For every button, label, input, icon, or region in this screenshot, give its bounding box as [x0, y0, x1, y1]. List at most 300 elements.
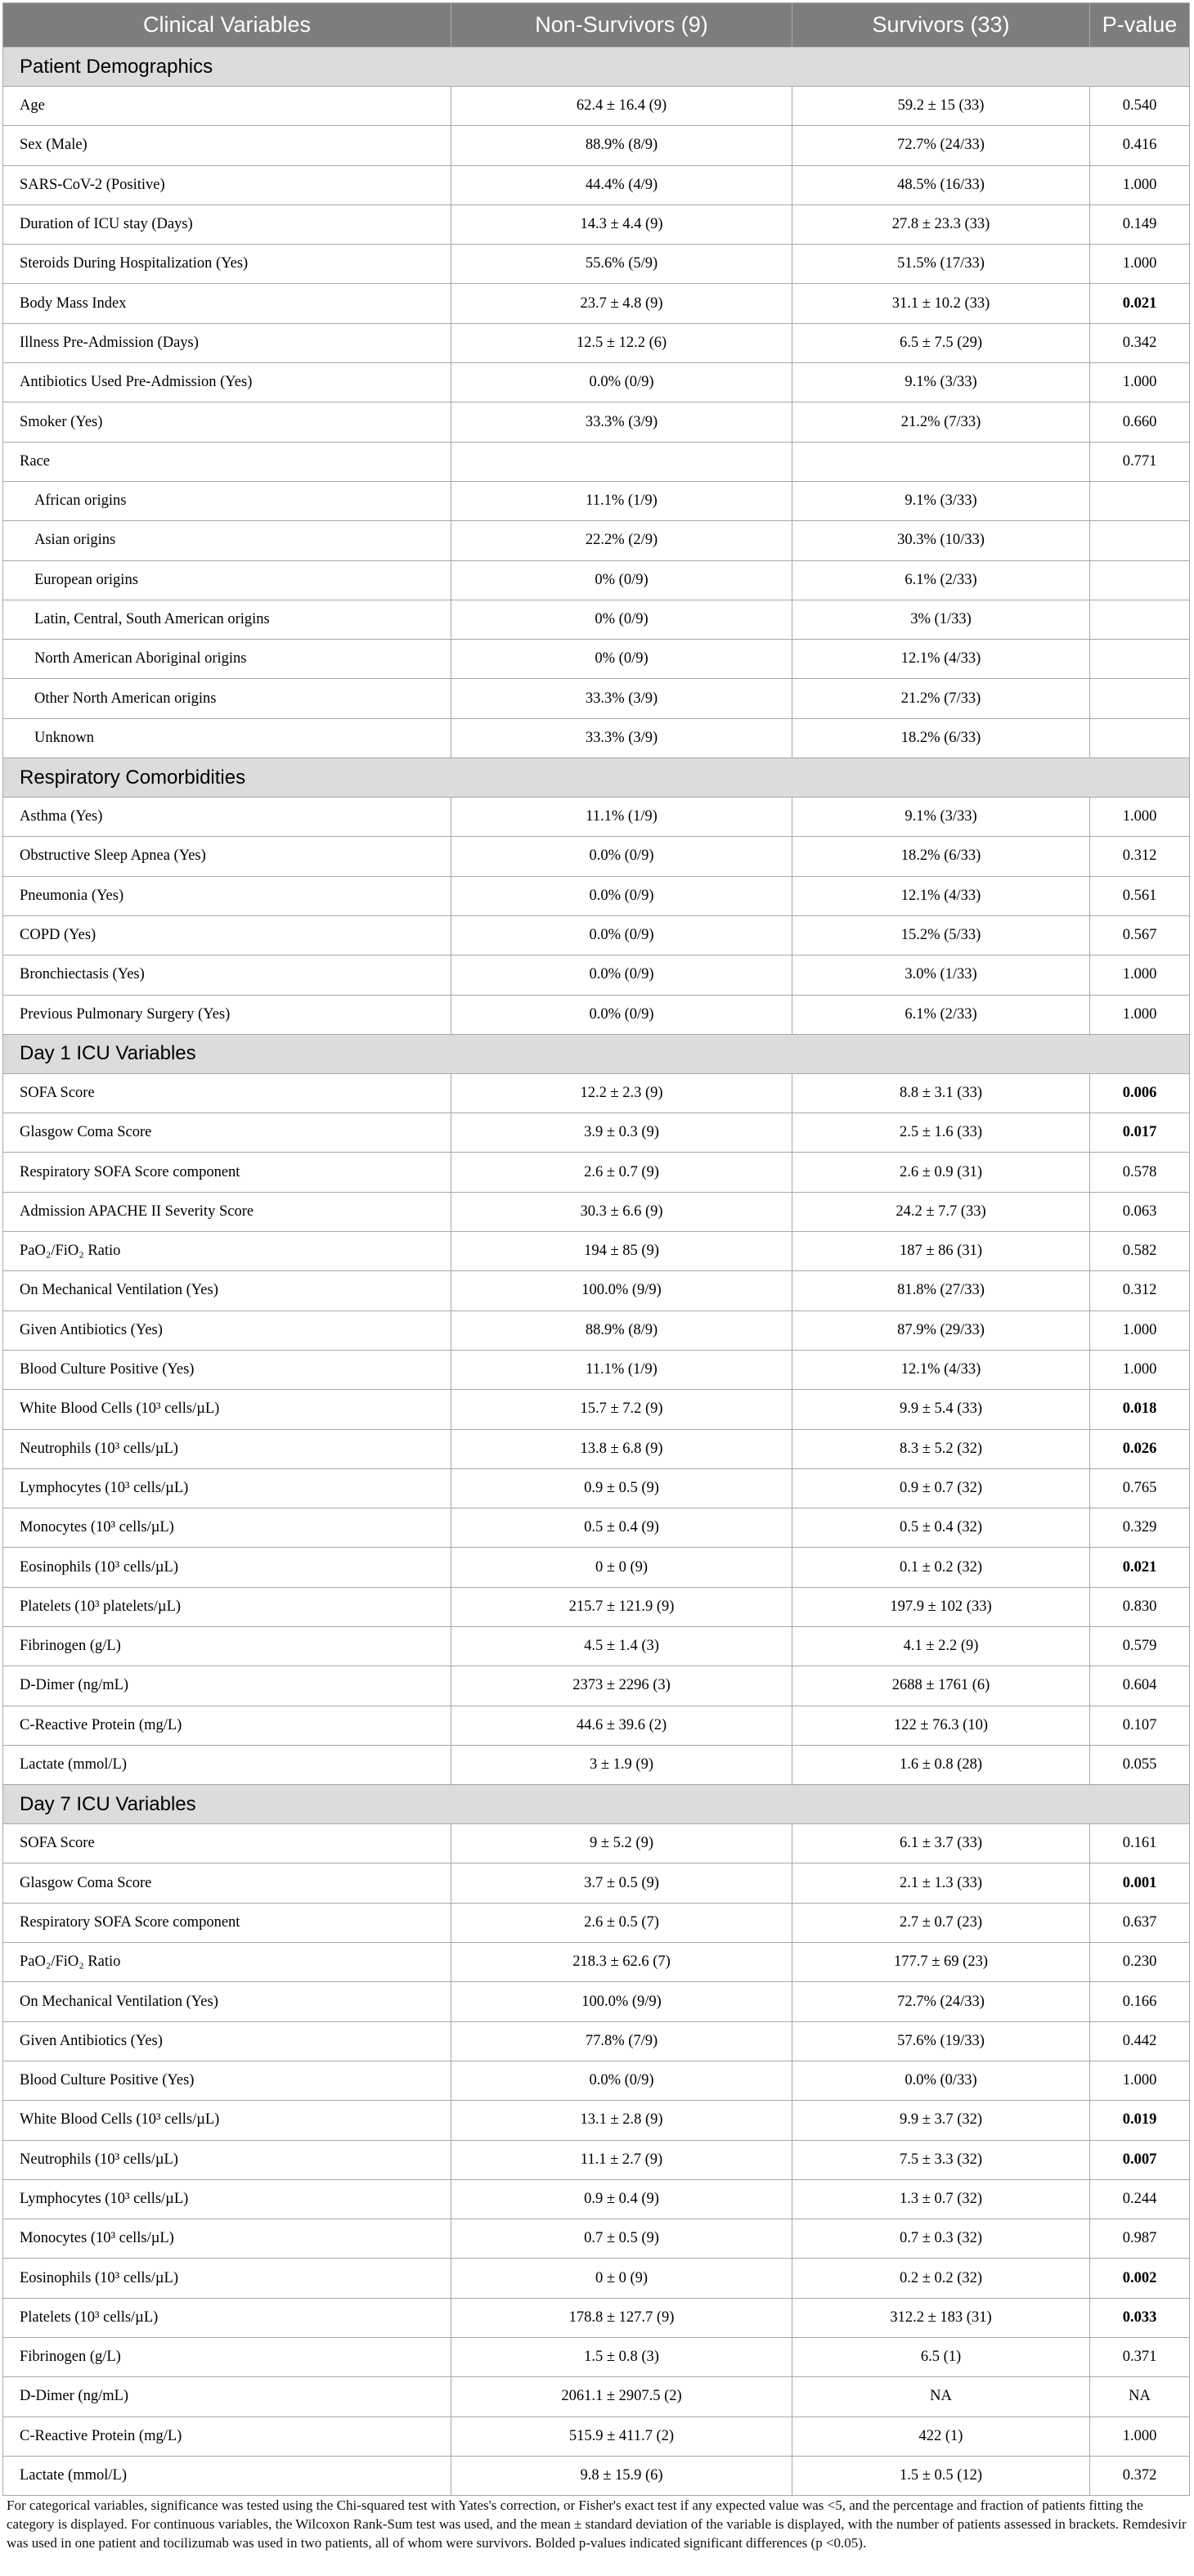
non-survivors-cell: 2373 ± 2296 (3): [451, 1666, 792, 1706]
variable-label-cell: SOFA Score: [3, 1073, 451, 1113]
p-value-cell: 0.567: [1090, 915, 1190, 955]
table-row: [3, 1706, 1190, 1745]
section-title: Respiratory Comorbidities: [3, 758, 1190, 798]
table-row: [3, 1943, 1190, 1982]
table-row: [3, 837, 1190, 876]
table-row: [3, 1666, 1190, 1706]
variable-label-cell: White Blood Cells (10³ cells/µL): [3, 2101, 451, 2140]
header-non-survivors: Non-Survivors (9): [451, 3, 792, 47]
survivors-cell: 18.2% (6/33): [792, 837, 1090, 876]
variable-label-cell: On Mechanical Ventilation (Yes): [3, 1271, 451, 1310]
non-survivors-cell: 55.6% (5/9): [451, 245, 792, 284]
p-value-cell: [1090, 560, 1190, 600]
p-value-cell: 1.000: [1090, 1310, 1190, 1350]
p-value-cell: 0.107: [1090, 1706, 1190, 1745]
non-survivors-cell: 2061.1 ± 2907.5 (2): [451, 2377, 792, 2416]
non-survivors-cell: 12.2 ± 2.3 (9): [451, 1073, 792, 1113]
variable-label-cell: Other North American origins: [3, 679, 451, 718]
survivors-cell: 59.2 ± 15 (33): [792, 87, 1090, 126]
variable-label-cell: Fibrinogen (g/L): [3, 1626, 451, 1666]
p-value-cell: 0.637: [1090, 1903, 1190, 1942]
p-value-cell: 0.442: [1090, 2021, 1190, 2061]
variable-label-cell: D-Dimer (ng/mL): [3, 2377, 451, 2416]
non-survivors-cell: 62.4 ± 16.4 (9): [451, 87, 792, 126]
survivors-cell: 0.7 ± 0.3 (32): [792, 2219, 1090, 2259]
non-survivors-cell: 33.3% (3/9): [451, 402, 792, 442]
survivors-cell: 3.0% (1/33): [792, 955, 1090, 995]
table-row: [3, 679, 1190, 718]
p-value-cell: 1.000: [1090, 2416, 1190, 2456]
table-row: [3, 560, 1190, 600]
non-survivors-cell: 100.0% (9/9): [451, 1271, 792, 1310]
header-p-value: P-value: [1090, 3, 1190, 47]
variable-label-cell: SOFA Score: [3, 1824, 451, 1863]
table-row: [3, 2140, 1190, 2179]
table-row: [3, 1508, 1190, 1548]
variable-label-cell: Asian origins: [3, 521, 451, 560]
survivors-cell: 3% (1/33): [792, 600, 1090, 639]
variable-label-cell: White Blood Cells (10³ cells/µL): [3, 1390, 451, 1429]
survivors-cell: 9.1% (3/33): [792, 363, 1090, 402]
p-value-cell: 0.055: [1090, 1745, 1190, 1784]
table-row: [3, 442, 1190, 481]
table-row: [3, 1113, 1190, 1153]
non-survivors-cell: 0.0% (0/9): [451, 837, 792, 876]
survivors-cell: 0.5 ± 0.4 (32): [792, 1508, 1090, 1548]
survivors-cell: 48.5% (16/33): [792, 165, 1090, 205]
p-value-cell: 0.149: [1090, 205, 1190, 244]
non-survivors-cell: 11.1% (1/9): [451, 1350, 792, 1389]
non-survivors-cell: 30.3 ± 6.6 (9): [451, 1192, 792, 1231]
variable-label-cell: On Mechanical Ventilation (Yes): [3, 1982, 451, 2021]
p-value-cell: 0.021: [1090, 284, 1190, 323]
section-header-row: [3, 1034, 1190, 1073]
variable-label-cell: Age: [3, 87, 451, 126]
p-value-cell: 1.000: [1090, 165, 1190, 205]
variable-label-cell: SARS-CoV-2 (Positive): [3, 165, 451, 205]
variable-label-cell: Latin, Central, South American origins: [3, 600, 451, 639]
non-survivors-cell: 11.1% (1/9): [451, 798, 792, 837]
table-row: [3, 2259, 1190, 2298]
survivors-cell: 9.9 ± 3.7 (32): [792, 2101, 1090, 2140]
table-row: [3, 2456, 1190, 2495]
survivors-cell: 9.1% (3/33): [792, 798, 1090, 837]
survivors-cell: 15.2% (5/33): [792, 915, 1090, 955]
survivors-cell: 1.3 ± 0.7 (32): [792, 2179, 1090, 2219]
non-survivors-cell: 3 ± 1.9 (9): [451, 1745, 792, 1784]
p-value-cell: 0.830: [1090, 1587, 1190, 1626]
survivors-cell: 81.8% (27/33): [792, 1271, 1090, 1310]
survivors-cell: 30.3% (10/33): [792, 521, 1090, 560]
non-survivors-cell: 0.5 ± 0.4 (9): [451, 1508, 792, 1548]
non-survivors-cell: 0 ± 0 (9): [451, 1548, 792, 1587]
variable-label-cell: Body Mass Index: [3, 284, 451, 323]
p-value-cell: 0.007: [1090, 2140, 1190, 2179]
non-survivors-cell: 515.9 ± 411.7 (2): [451, 2416, 792, 2456]
non-survivors-cell: 0.0% (0/9): [451, 363, 792, 402]
p-value-cell: 0.001: [1090, 1863, 1190, 1903]
variable-label-cell: Previous Pulmonary Surgery (Yes): [3, 995, 451, 1034]
variable-label-cell: Duration of ICU stay (Days): [3, 205, 451, 244]
variable-label-cell: Given Antibiotics (Yes): [3, 1310, 451, 1350]
non-survivors-cell: [451, 442, 792, 481]
p-value-cell: 0.765: [1090, 1468, 1190, 1508]
p-value-cell: 1.000: [1090, 955, 1190, 995]
p-value-cell: 0.312: [1090, 1271, 1190, 1310]
non-survivors-cell: 88.9% (8/9): [451, 1310, 792, 1350]
table-row: [3, 1824, 1190, 1863]
survivors-cell: 2.5 ± 1.6 (33): [792, 1113, 1090, 1153]
p-value-cell: 1.000: [1090, 363, 1190, 402]
non-survivors-cell: 22.2% (2/9): [451, 521, 792, 560]
variable-label-cell: Bronchiectasis (Yes): [3, 955, 451, 995]
non-survivors-cell: 0.7 ± 0.5 (9): [451, 2219, 792, 2259]
p-value-cell: 1.000: [1090, 1350, 1190, 1389]
p-value-cell: 1.000: [1090, 245, 1190, 284]
section-title: Day 1 ICU Variables: [3, 1034, 1190, 1073]
table-row: [3, 640, 1190, 679]
table-row: [3, 284, 1190, 323]
non-survivors-cell: 0% (0/9): [451, 640, 792, 679]
non-survivors-cell: 33.3% (3/9): [451, 679, 792, 718]
p-value-cell: 1.000: [1090, 995, 1190, 1034]
p-value-cell: 0.312: [1090, 837, 1190, 876]
survivors-cell: 57.6% (19/33): [792, 2021, 1090, 2061]
non-survivors-cell: 14.3 ± 4.4 (9): [451, 205, 792, 244]
p-value-cell: 0.540: [1090, 87, 1190, 126]
variable-label-cell: Glasgow Coma Score: [3, 1863, 451, 1903]
survivors-cell: 2.7 ± 0.7 (23): [792, 1903, 1090, 1942]
table-row: [3, 481, 1190, 520]
variable-label-cell: Neutrophils (10³ cells/µL): [3, 2140, 451, 2179]
p-value-cell: 1.000: [1090, 2061, 1190, 2100]
variable-label-cell: Monocytes (10³ cells/µL): [3, 1508, 451, 1548]
table-row: [3, 1153, 1190, 1192]
survivors-cell: 12.1% (4/33): [792, 1350, 1090, 1389]
p-value-cell: 0.372: [1090, 2456, 1190, 2495]
variable-label-cell: Unknown: [3, 718, 451, 758]
variable-label-cell: Lactate (mmol/L): [3, 2456, 451, 2495]
non-survivors-cell: 0.0% (0/9): [451, 955, 792, 995]
variable-label-cell: Smoker (Yes): [3, 402, 451, 442]
non-survivors-cell: 0.0% (0/9): [451, 995, 792, 1034]
non-survivors-cell: 2.6 ± 0.7 (9): [451, 1153, 792, 1192]
p-value-cell: [1090, 718, 1190, 758]
non-survivors-cell: 44.4% (4/9): [451, 165, 792, 205]
survivors-cell: 87.9% (29/33): [792, 1310, 1090, 1350]
table-row: [3, 2298, 1190, 2337]
non-survivors-cell: 178.8 ± 127.7 (9): [451, 2298, 792, 2337]
variable-label-cell: Race: [3, 442, 451, 481]
table-row: [3, 995, 1190, 1034]
clinical-variables-table: [2, 2, 1190, 2496]
variable-label-cell: Fibrinogen (g/L): [3, 2338, 451, 2377]
survivors-cell: 0.1 ± 0.2 (32): [792, 1548, 1090, 1587]
variable-label-cell: Sex (Male): [3, 126, 451, 165]
non-survivors-cell: 2.6 ± 0.5 (7): [451, 1903, 792, 1942]
table-row: [3, 126, 1190, 165]
variable-label-cell: Platelets (10³ platelets/µL): [3, 1587, 451, 1626]
non-survivors-cell: 11.1% (1/9): [451, 481, 792, 520]
p-value-cell: 0.063: [1090, 1192, 1190, 1231]
p-value-cell: 0.033: [1090, 2298, 1190, 2337]
non-survivors-cell: 3.9 ± 0.3 (9): [451, 1113, 792, 1153]
survivors-cell: 27.8 ± 23.3 (33): [792, 205, 1090, 244]
p-value-cell: 0.578: [1090, 1153, 1190, 1192]
survivors-cell: 2688 ± 1761 (6): [792, 1666, 1090, 1706]
variable-label-cell: European origins: [3, 560, 451, 600]
p-value-cell: 0.579: [1090, 1626, 1190, 1666]
section-header-row: [3, 758, 1190, 798]
non-survivors-cell: 100.0% (9/9): [451, 1982, 792, 2021]
survivors-cell: 8.3 ± 5.2 (32): [792, 1429, 1090, 1468]
table-row: [3, 955, 1190, 995]
table-row: [3, 1192, 1190, 1231]
non-survivors-cell: 0.9 ± 0.5 (9): [451, 1468, 792, 1508]
survivors-cell: 31.1 ± 10.2 (33): [792, 284, 1090, 323]
table-row: [3, 718, 1190, 758]
survivors-cell: 6.1% (2/33): [792, 995, 1090, 1034]
table-row: [3, 600, 1190, 639]
non-survivors-cell: 0% (0/9): [451, 560, 792, 600]
survivors-cell: 422 (1): [792, 2416, 1090, 2456]
table-row: [3, 1587, 1190, 1626]
variable-label-cell: Respiratory SOFA Score component: [3, 1903, 451, 1942]
table-row: [3, 1626, 1190, 1666]
variable-label-cell: Blood Culture Positive (Yes): [3, 1350, 451, 1389]
non-survivors-cell: 4.5 ± 1.4 (3): [451, 1626, 792, 1666]
table-row: [3, 165, 1190, 205]
section-header-row: [3, 1785, 1190, 1824]
p-value-cell: 1.000: [1090, 798, 1190, 837]
p-value-cell: 0.416: [1090, 126, 1190, 165]
table-row: [3, 1350, 1190, 1389]
table-row: [3, 2219, 1190, 2259]
non-survivors-cell: 33.3% (3/9): [451, 718, 792, 758]
p-value-cell: 0.244: [1090, 2179, 1190, 2219]
table-row: [3, 1073, 1190, 1113]
table-row: [3, 245, 1190, 284]
non-survivors-cell: 215.7 ± 121.9 (9): [451, 1587, 792, 1626]
variable-label-cell: D-Dimer (ng/mL): [3, 1666, 451, 1706]
survivors-cell: 72.7% (24/33): [792, 126, 1090, 165]
non-survivors-cell: 3.7 ± 0.5 (9): [451, 1863, 792, 1903]
table-row: [3, 87, 1190, 126]
variable-label-cell: Lymphocytes (10³ cells/µL): [3, 1468, 451, 1508]
p-value-cell: 0.371: [1090, 2338, 1190, 2377]
table-row: [3, 1548, 1190, 1587]
survivors-cell: 6.1% (2/33): [792, 560, 1090, 600]
p-value-cell: 0.161: [1090, 1824, 1190, 1863]
variable-label-cell: C-Reactive Protein (mg/L): [3, 2416, 451, 2456]
section-header-row: [3, 47, 1190, 87]
non-survivors-cell: 9 ± 5.2 (9): [451, 1824, 792, 1863]
survivors-cell: 9.9 ± 5.4 (33): [792, 1390, 1090, 1429]
p-value-cell: 0.002: [1090, 2259, 1190, 2298]
non-survivors-cell: 218.3 ± 62.6 (7): [451, 1943, 792, 1982]
variable-label-cell: COPD (Yes): [3, 915, 451, 955]
survivors-cell: 6.1 ± 3.7 (33): [792, 1824, 1090, 1863]
variable-label-cell: Pneumonia (Yes): [3, 876, 451, 915]
survivors-cell: NA: [792, 2377, 1090, 2416]
table-row: [3, 1310, 1190, 1350]
non-survivors-cell: 0.0% (0/9): [451, 876, 792, 915]
variable-label-cell: Monocytes (10³ cells/µL): [3, 2219, 451, 2259]
survivors-cell: 0.9 ± 0.7 (32): [792, 1468, 1090, 1508]
non-survivors-cell: 44.6 ± 39.6 (2): [451, 1706, 792, 1745]
table-row: [3, 915, 1190, 955]
non-survivors-cell: 13.1 ± 2.8 (9): [451, 2101, 792, 2140]
non-survivors-cell: 15.7 ± 7.2 (9): [451, 1390, 792, 1429]
header-survivors: Survivors (33): [792, 3, 1090, 47]
p-value-cell: 0.582: [1090, 1232, 1190, 1271]
variable-label-cell: Eosinophils (10³ cells/µL): [3, 1548, 451, 1587]
survivors-cell: 1.6 ± 0.8 (28): [792, 1745, 1090, 1784]
variable-label-cell: Glasgow Coma Score: [3, 1113, 451, 1153]
non-survivors-cell: 0.0% (0/9): [451, 2061, 792, 2100]
non-survivors-cell: 23.7 ± 4.8 (9): [451, 284, 792, 323]
p-value-cell: 0.604: [1090, 1666, 1190, 1706]
p-value-cell: [1090, 481, 1190, 520]
section-title: Patient Demographics: [3, 47, 1190, 87]
variable-label-cell: C-Reactive Protein (mg/L): [3, 1706, 451, 1745]
survivors-cell: 12.1% (4/33): [792, 640, 1090, 679]
survivors-cell: 0.2 ± 0.2 (32): [792, 2259, 1090, 2298]
survivors-cell: 6.5 ± 7.5 (29): [792, 323, 1090, 362]
survivors-cell: 6.5 (1): [792, 2338, 1090, 2377]
variable-label-cell: North American Aboriginal origins: [3, 640, 451, 679]
non-survivors-cell: 12.5 ± 12.2 (6): [451, 323, 792, 362]
survivors-cell: 12.1% (4/33): [792, 876, 1090, 915]
survivors-cell: 177.7 ± 69 (23): [792, 1943, 1090, 1982]
survivors-cell: 51.5% (17/33): [792, 245, 1090, 284]
non-survivors-cell: 1.5 ± 0.8 (3): [451, 2338, 792, 2377]
table-row: [3, 1863, 1190, 1903]
table-body: [3, 47, 1190, 2496]
variable-label-cell: PaO₂/FiO₂ Ratio: [3, 1232, 451, 1271]
p-value-cell: 0.329: [1090, 1508, 1190, 1548]
survivors-cell: 4.1 ± 2.2 (9): [792, 1626, 1090, 1666]
survivors-cell: 18.2% (6/33): [792, 718, 1090, 758]
table-row: [3, 363, 1190, 402]
p-value-cell: 0.771: [1090, 442, 1190, 481]
survivors-cell: 122 ± 76.3 (10): [792, 1706, 1090, 1745]
p-value-cell: [1090, 600, 1190, 639]
survivors-cell: 21.2% (7/33): [792, 679, 1090, 718]
p-value-cell: NA: [1090, 2377, 1190, 2416]
variable-label-cell: Platelets (10³ cells/µL): [3, 2298, 451, 2337]
non-survivors-cell: 194 ± 85 (9): [451, 1232, 792, 1271]
table-row: [3, 1903, 1190, 1942]
table-row: [3, 2377, 1190, 2416]
table-row: [3, 1232, 1190, 1271]
variable-label-cell: Antibiotics Used Pre-Admission (Yes): [3, 363, 451, 402]
table-row: [3, 1429, 1190, 1468]
table-row: [3, 2179, 1190, 2219]
non-survivors-cell: 0.0% (0/9): [451, 915, 792, 955]
variable-label-cell: Steroids During Hospitalization (Yes): [3, 245, 451, 284]
survivors-cell: 197.9 ± 102 (33): [792, 1587, 1090, 1626]
table-row: [3, 2061, 1190, 2100]
variable-label-cell: PaO₂/FiO₂ Ratio: [3, 1943, 451, 1982]
variable-label-cell: Respiratory SOFA Score component: [3, 1153, 451, 1192]
table-row: [3, 1468, 1190, 1508]
survivors-cell: 72.7% (24/33): [792, 1982, 1090, 2021]
non-survivors-cell: 0 ± 0 (9): [451, 2259, 792, 2298]
table-row: [3, 521, 1190, 560]
survivors-cell: 187 ± 86 (31): [792, 1232, 1090, 1271]
p-value-cell: 0.019: [1090, 2101, 1190, 2140]
variable-label-cell: African origins: [3, 481, 451, 520]
non-survivors-cell: 11.1 ± 2.7 (9): [451, 2140, 792, 2179]
table-row: [3, 798, 1190, 837]
variable-label-cell: Lactate (mmol/L): [3, 1745, 451, 1784]
p-value-cell: 0.660: [1090, 402, 1190, 442]
table-row: [3, 876, 1190, 915]
table-row: [3, 205, 1190, 244]
variable-label-cell: Illness Pre-Admission (Days): [3, 323, 451, 362]
survivors-cell: 0.0% (0/33): [792, 2061, 1090, 2100]
variable-label-cell: Eosinophils (10³ cells/µL): [3, 2259, 451, 2298]
table-row: [3, 2416, 1190, 2456]
p-value-cell: [1090, 679, 1190, 718]
non-survivors-cell: 77.8% (7/9): [451, 2021, 792, 2061]
table-header: [3, 3, 1190, 47]
non-survivors-cell: 0% (0/9): [451, 600, 792, 639]
table-row: [3, 2338, 1190, 2377]
variable-label-cell: Blood Culture Positive (Yes): [3, 2061, 451, 2100]
table-row: [3, 1390, 1190, 1429]
table-row: [3, 323, 1190, 362]
variable-label-cell: Given Antibiotics (Yes): [3, 2021, 451, 2061]
table-row: [3, 2021, 1190, 2061]
table-row: [3, 1271, 1190, 1310]
p-value-cell: 0.021: [1090, 1548, 1190, 1587]
survivors-cell: 7.5 ± 3.3 (32): [792, 2140, 1090, 2179]
p-value-cell: 0.230: [1090, 1943, 1190, 1982]
survivors-cell: 24.2 ± 7.7 (33): [792, 1192, 1090, 1231]
p-value-cell: 0.166: [1090, 1982, 1190, 2021]
variable-label-cell: Lymphocytes (10³ cells/µL): [3, 2179, 451, 2219]
p-value-cell: [1090, 521, 1190, 560]
variable-label-cell: Asthma (Yes): [3, 798, 451, 837]
p-value-cell: 0.561: [1090, 876, 1190, 915]
survivors-cell: 1.5 ± 0.5 (12): [792, 2456, 1090, 2495]
survivors-cell: 2.6 ± 0.9 (31): [792, 1153, 1090, 1192]
table-row: [3, 1982, 1190, 2021]
table-row: [3, 402, 1190, 442]
table-row: [3, 1745, 1190, 1784]
non-survivors-cell: 0.9 ± 0.4 (9): [451, 2179, 792, 2219]
p-value-cell: [1090, 640, 1190, 679]
table-footnote: For categorical variables, significance was tested using the Chi-squared test with Yates's correction, or Fisher's exact test if any expected value was <5, and the percentage and fraction of patients fitting the category is displayed. For continuous variables, the Wilcoxon Rank-Sum test was used, and the mean ± standard deviation of the variable is displayed, with the number of patients assessed in brackets. Remdesivir was used in one patient and tocilizumab was used in two patients, all of whom were survivors. Bolded p-values indicated significant differences (p <0.05).: [7, 2497, 1187, 2551]
survivors-cell: [792, 442, 1090, 481]
non-survivors-cell: 9.8 ± 15.9 (6): [451, 2456, 792, 2495]
non-survivors-cell: 88.9% (8/9): [451, 126, 792, 165]
p-value-cell: 0.017: [1090, 1113, 1190, 1153]
table-row: [3, 2101, 1190, 2140]
survivors-cell: 312.2 ± 183 (31): [792, 2298, 1090, 2337]
survivors-cell: 8.8 ± 3.1 (33): [792, 1073, 1090, 1113]
section-title: Day 7 ICU Variables: [3, 1785, 1190, 1824]
non-survivors-cell: 13.8 ± 6.8 (9): [451, 1429, 792, 1468]
p-value-cell: 0.018: [1090, 1390, 1190, 1429]
survivors-cell: 21.2% (7/33): [792, 402, 1090, 442]
survivors-cell: 9.1% (3/33): [792, 481, 1090, 520]
p-value-cell: 0.342: [1090, 323, 1190, 362]
variable-label-cell: Admission APACHE II Severity Score: [3, 1192, 451, 1231]
p-value-cell: 0.006: [1090, 1073, 1190, 1113]
